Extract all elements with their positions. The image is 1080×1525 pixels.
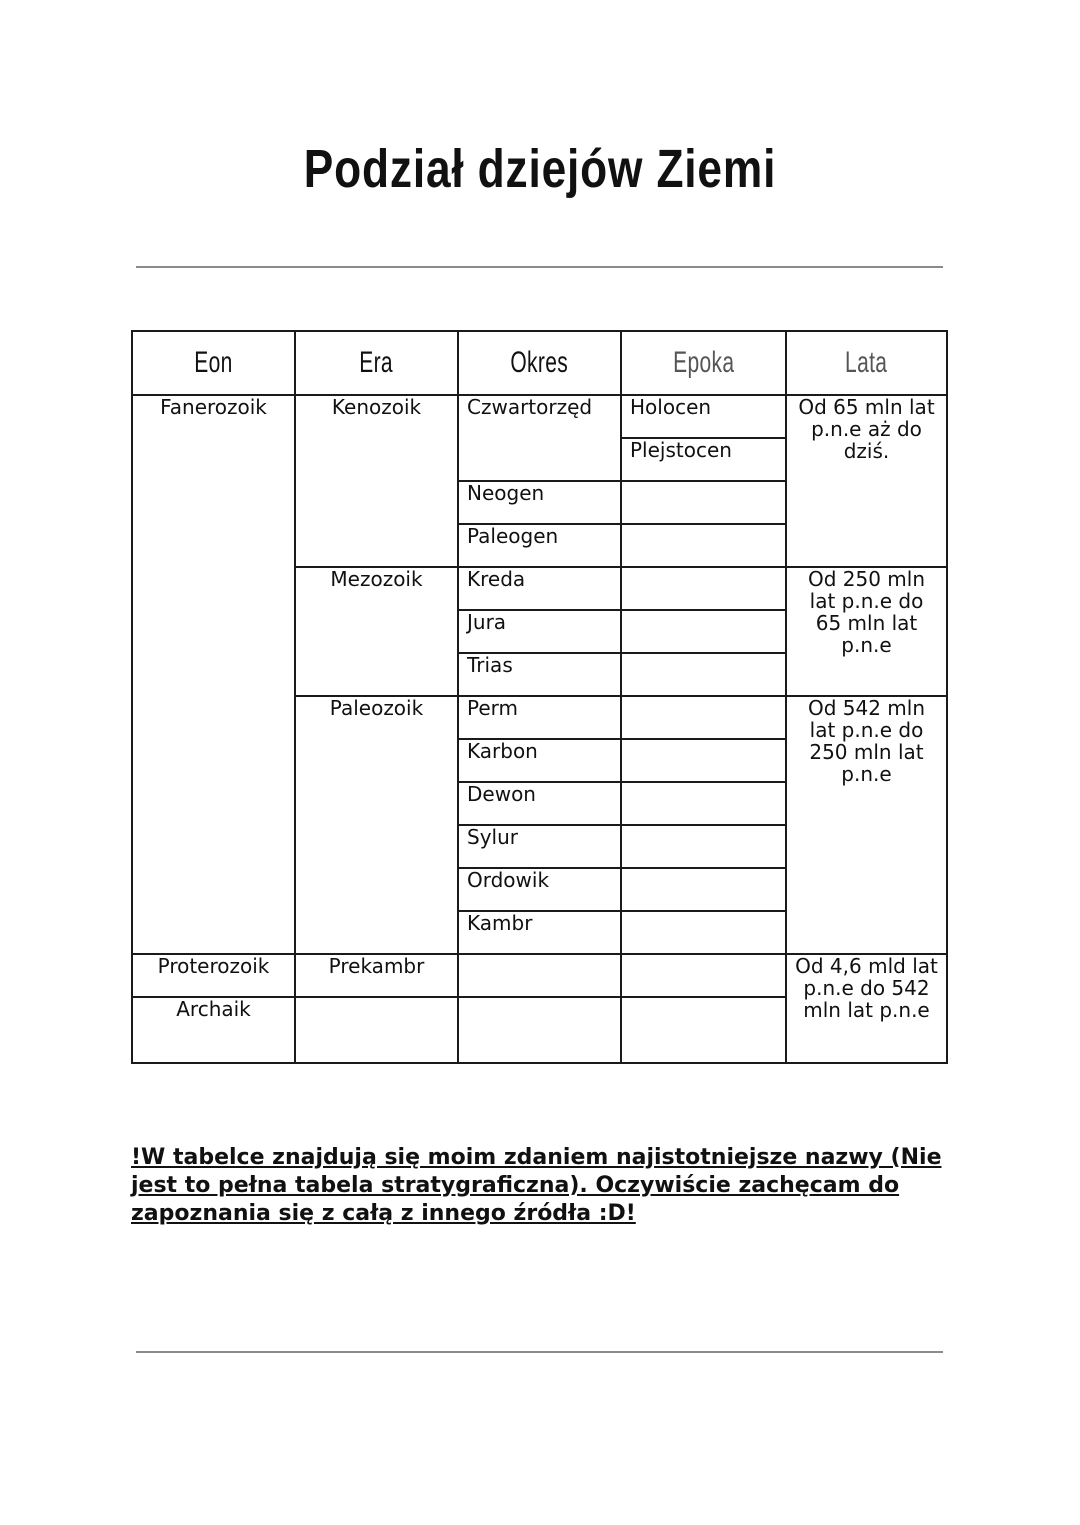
period-empty [458, 997, 621, 1063]
epoch-plejstocen: Plejstocen [621, 438, 786, 481]
epoch-empty [621, 567, 786, 610]
era-paleozoik: Paleozoik [295, 696, 458, 954]
epoch-empty [621, 997, 786, 1063]
epoch-empty [621, 954, 786, 997]
era-kenozoik: Kenozoik [295, 395, 458, 567]
eon-proterozoik: Proterozoik [132, 954, 295, 997]
page-title: Podział dziejów Ziemi [303, 139, 777, 199]
epoch-holocen: Holocen [621, 395, 786, 438]
header-epoka: Epoka [621, 331, 786, 395]
period-perm: Perm [458, 696, 621, 739]
period-neogen: Neogen [458, 481, 621, 524]
header-era: Era [295, 331, 458, 395]
epoch-empty [621, 825, 786, 868]
footnote: !W tabelce znajdują się moim zdaniem najistotniejsze nazwy (Nie jest to pełna tabela stratygraficzna). Oczywiście zachęcam do zapoznania się z całą z innego źródła :D! [131, 1145, 942, 1226]
period-ordowik: Ordowik [458, 868, 621, 911]
epoch-empty [621, 782, 786, 825]
epoch-empty [621, 911, 786, 954]
eon-archaik: Archaik [132, 997, 295, 1063]
period-jura: Jura [458, 610, 621, 653]
years-mezozoik: Od 250 mln lat p.n.e do 65 mln lat p.n.e [786, 567, 947, 696]
top-divider [136, 266, 943, 268]
years-paleozoik: Od 542 mln lat p.n.e do 250 mln lat p.n.e [786, 696, 947, 954]
epoch-empty [621, 481, 786, 524]
years-kenozoik: Od 65 mln lat p.n.e aż do dziś. [786, 395, 947, 567]
bottom-divider [136, 1351, 943, 1353]
table-header-row [132, 331, 947, 395]
period-empty [458, 954, 621, 997]
period-karbon: Karbon [458, 739, 621, 782]
header-okres: Okres [458, 331, 621, 395]
era-prekambr: Prekambr [295, 954, 458, 997]
period-dewon: Dewon [458, 782, 621, 825]
header-eon: Eon [132, 331, 295, 395]
era-mezozoik: Mezozoik [295, 567, 458, 696]
years-prekambr: Od 4,6 mld lat p.n.e do 542 mln lat p.n.e [786, 954, 947, 1063]
stratigraphy-table [131, 330, 948, 1064]
period-trias: Trias [458, 653, 621, 696]
table-row [132, 954, 947, 997]
table-row [132, 395, 947, 438]
epoch-empty [621, 696, 786, 739]
period-sylur: Sylur [458, 825, 621, 868]
period-czwartorzed: Czwartorzęd [458, 395, 621, 481]
period-paleogen: Paleogen [458, 524, 621, 567]
epoch-empty [621, 653, 786, 696]
period-kambr: Kambr [458, 911, 621, 954]
period-kreda: Kreda [458, 567, 621, 610]
eon-fanerozoik: Fanerozoik [132, 395, 295, 954]
era-empty [295, 997, 458, 1063]
epoch-empty [621, 868, 786, 911]
epoch-empty [621, 610, 786, 653]
epoch-empty [621, 524, 786, 567]
epoch-empty [621, 739, 786, 782]
header-lata: Lata [786, 331, 947, 395]
